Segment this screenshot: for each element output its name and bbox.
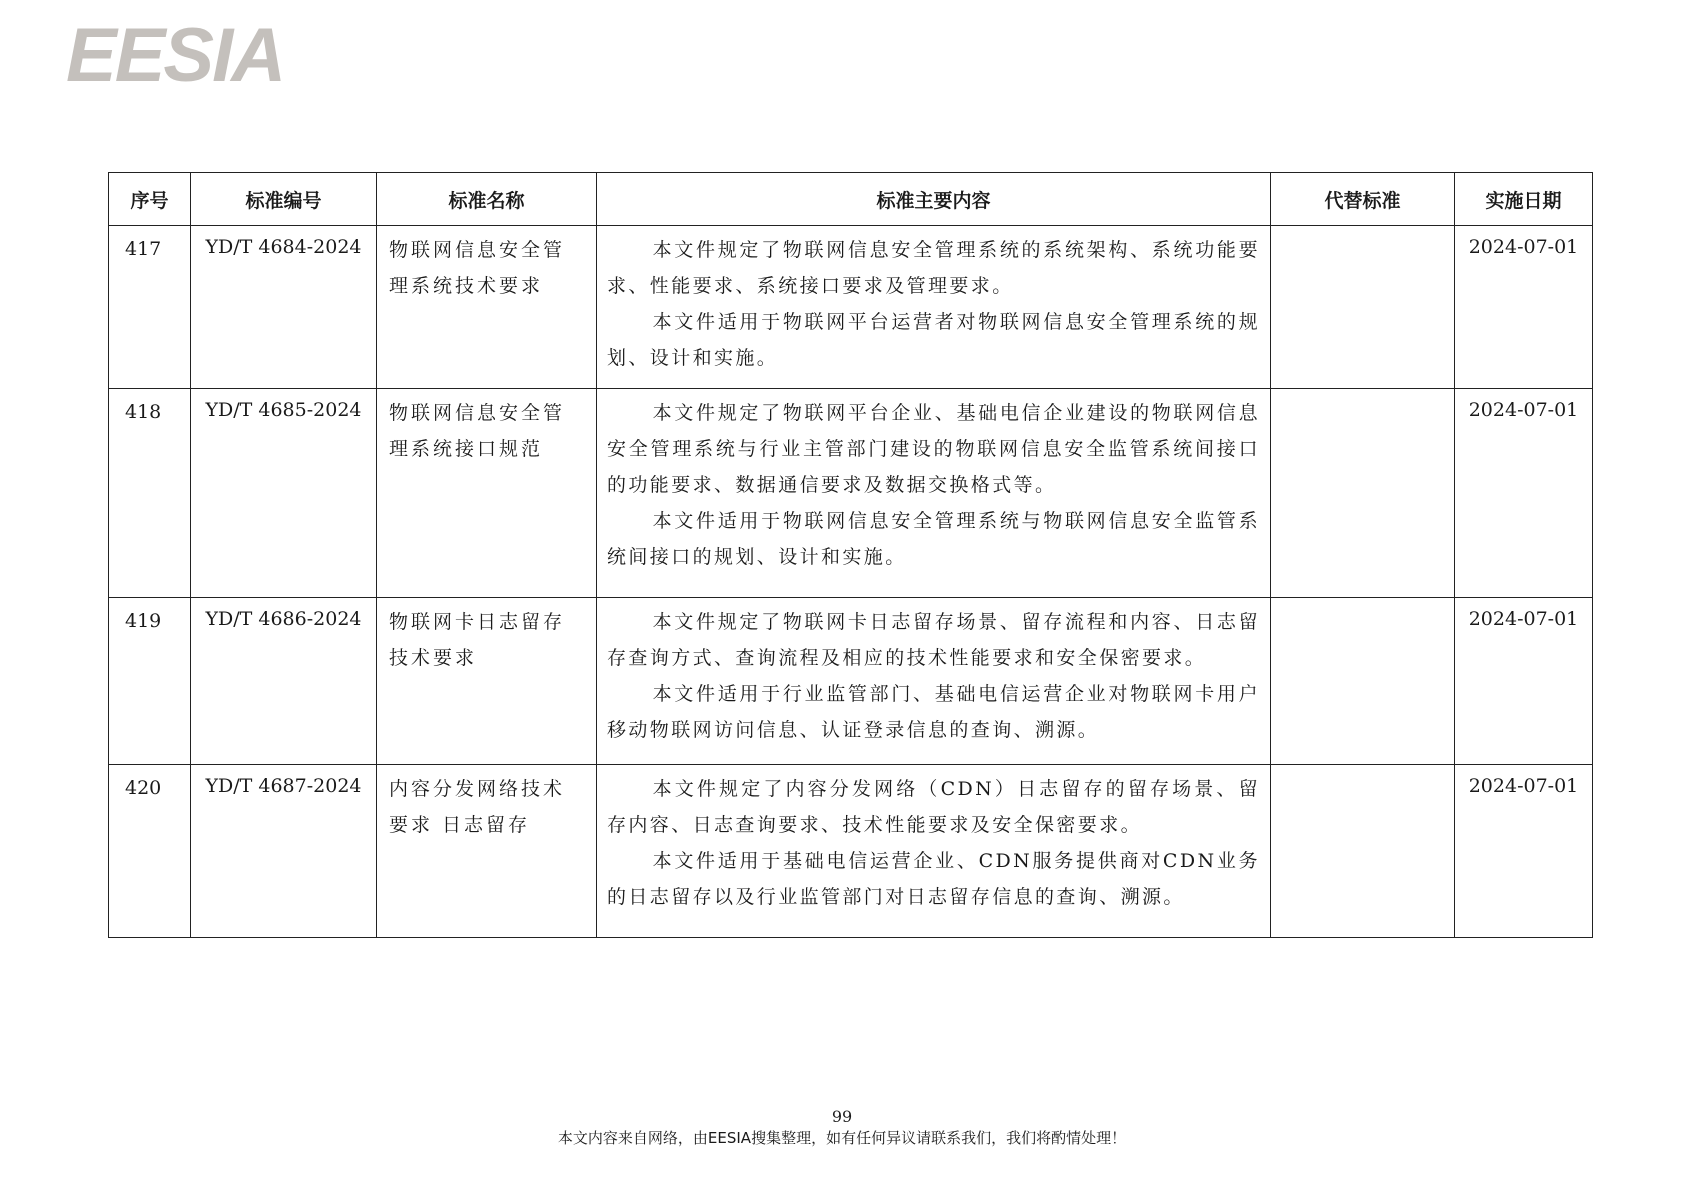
content-paragraph: 本文件适用于基础电信运营企业、CDN服务提供商对CDN业务的日志留存以及行业监管部门对日志留存信息的查询、溯源。 [607, 850, 1260, 908]
row-standard-code: YD/T 4687-2024 [191, 765, 377, 938]
row-standard-name: 物联网信息安全管理系统接口规范 [377, 389, 597, 598]
table-row [109, 226, 1593, 389]
row-effective-date: 2024-07-01 [1455, 598, 1593, 765]
table-row [109, 389, 1593, 598]
row-standard-name: 物联网信息安全管理系统技术要求 [377, 226, 597, 389]
header-standard-code: 标准编号 [191, 173, 377, 226]
table-row [109, 765, 1593, 938]
table-header-row [109, 173, 1593, 226]
row-replaced-standard [1271, 226, 1455, 389]
row-serial-number: 419 [109, 598, 191, 765]
content-paragraph: 本文件规定了物联网信息安全管理系统的系统架构、系统功能要求、性能要求、系统接口要求及管理要求。 [607, 239, 1260, 297]
row-effective-date: 2024-07-01 [1455, 765, 1593, 938]
row-main-content [597, 598, 1271, 765]
row-standard-name: 物联网卡日志留存技术要求 [377, 598, 597, 765]
content-paragraph: 本文件规定了物联网卡日志留存场景、留存流程和内容、日志留存查询方式、查询流程及相应的技术性能要求和安全保密要求。 [607, 611, 1260, 669]
row-standard-code: YD/T 4684-2024 [191, 226, 377, 389]
content-paragraph: 本文件适用于物联网信息安全管理系统与物联网信息安全监管系统间接口的规划、设计和实施。 [607, 510, 1260, 568]
row-standard-name: 内容分发网络技术要求 日志留存 [377, 765, 597, 938]
page-number: 99 [831, 1107, 853, 1126]
table-row [109, 598, 1593, 765]
row-main-content [597, 389, 1271, 598]
header-effective-date: 实施日期 [1455, 173, 1593, 226]
row-standard-code: YD/T 4686-2024 [191, 598, 377, 765]
row-effective-date: 2024-07-01 [1455, 389, 1593, 598]
row-replaced-standard [1271, 765, 1455, 938]
row-main-content [597, 765, 1271, 938]
content-paragraph: 本文件适用于行业监管部门、基础电信运营企业对物联网卡用户移动物联网访问信息、认证登录信息的查询、溯源。 [607, 683, 1260, 741]
header-serial-number: 序号 [109, 173, 191, 226]
row-serial-number: 417 [109, 226, 191, 389]
content-paragraph: 本文件适用于物联网平台运营者对物联网信息安全管理系统的规划、设计和实施。 [607, 311, 1260, 369]
standards-table [108, 172, 1593, 938]
header-main-content: 标准主要内容 [597, 173, 1271, 226]
footer-disclaimer: 本文内容来自网络，由EESIA搜集整理，如有任何异议请联系我们，我们将酌情处理！ [557, 1129, 1127, 1147]
row-main-content [597, 226, 1271, 389]
row-effective-date: 2024-07-01 [1455, 226, 1593, 389]
row-replaced-standard [1271, 389, 1455, 598]
content-paragraph: 本文件规定了物联网平台企业、基础电信企业建设的物联网信息安全管理系统与行业主管部门建设的物联网信息安全监管系统间接口的功能要求、数据通信要求及数据交换格式等。 [607, 402, 1260, 496]
content-paragraph: 本文件规定了内容分发网络（CDN）日志留存的留存场景、留存内容、日志查询要求、技术性能要求及安全保密要求。 [607, 778, 1260, 836]
header-standard-name: 标准名称 [377, 173, 597, 226]
row-standard-code: YD/T 4685-2024 [191, 389, 377, 598]
header-replaced-standard: 代替标准 [1271, 173, 1455, 226]
row-replaced-standard [1271, 598, 1455, 765]
row-serial-number: 420 [109, 765, 191, 938]
eesia-logo: EESIA [66, 13, 285, 98]
row-serial-number: 418 [109, 389, 191, 598]
